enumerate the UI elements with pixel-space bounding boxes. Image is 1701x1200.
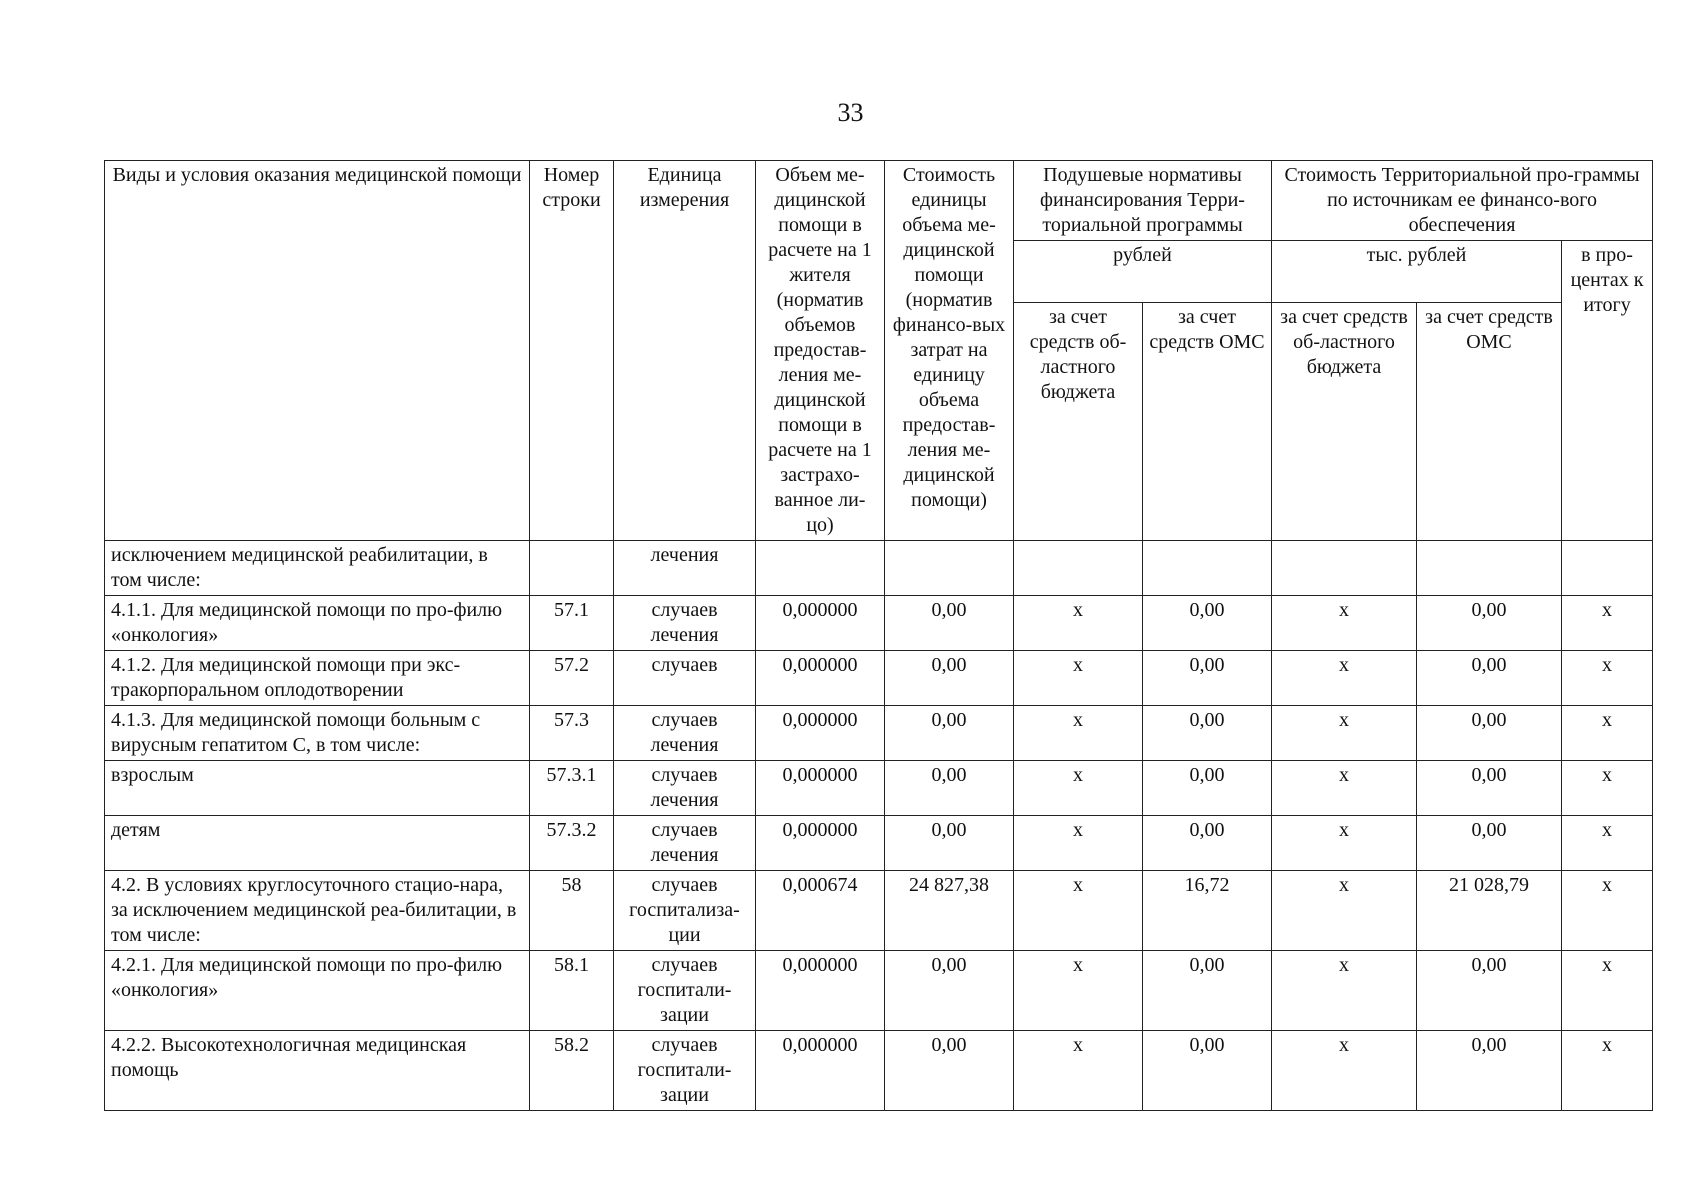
row-per-capita-regional: х	[1014, 1031, 1143, 1111]
row-number: 57.3	[530, 706, 614, 761]
header-program-cost: Стоимость Территориальной про-граммы по источникам ее финансо-вого обеспечения	[1272, 161, 1653, 241]
row-unit: случаев госпитали-зации	[614, 951, 756, 1031]
header-kind: Виды и условия оказания медицинской помощи	[105, 161, 530, 541]
row-total-regional: х	[1272, 871, 1417, 951]
row-number: 58	[530, 871, 614, 951]
row-per-capita-regional: х	[1014, 761, 1143, 816]
header-row-number: Номер строки	[530, 161, 614, 541]
row-cost: 0,00	[885, 706, 1014, 761]
row-total-oms: 0,00	[1417, 816, 1562, 871]
row-unit: случаев	[614, 651, 756, 706]
table-row	[105, 596, 1653, 651]
row-per-capita-oms: 16,72	[1143, 871, 1272, 951]
row-name: взрослым	[105, 761, 530, 816]
row-cost: 0,00	[885, 651, 1014, 706]
row-name: 4.1.1. Для медицинской помощи по про-филю «онкология»	[105, 596, 530, 651]
row-per-capita-regional: х	[1014, 596, 1143, 651]
row-percent: х	[1562, 871, 1653, 951]
row-per-capita-oms: 0,00	[1143, 761, 1272, 816]
row-per-capita-oms: 0,00	[1143, 706, 1272, 761]
row-volume: 0,000000	[756, 1031, 885, 1111]
row-percent: х	[1562, 816, 1653, 871]
table-row	[105, 951, 1653, 1031]
row-cost	[885, 541, 1014, 596]
row-unit: случаев госпитали-зации	[614, 1031, 756, 1111]
row-volume: 0,000000	[756, 761, 885, 816]
row-per-capita-regional: х	[1014, 871, 1143, 951]
header-regional-budget: за счет средств об-ластного бюджета	[1014, 303, 1143, 541]
row-total-regional: х	[1272, 1031, 1417, 1111]
row-name: 4.2.1. Для медицинской помощи по про-филю «онкология»	[105, 951, 530, 1031]
row-total-oms: 0,00	[1417, 706, 1562, 761]
row-name: 4.2. В условиях круглосуточного стацио-нара, за исключением медицинской реа-билитации, в том числе:	[105, 871, 530, 951]
header-cost: Стоимость единицы объема ме-дицинской помощи (норматив финансо-вых затрат на единицу объема предостав-ления ме-дицинской помощи)	[885, 161, 1014, 541]
row-per-capita-oms	[1143, 541, 1272, 596]
row-volume	[756, 541, 885, 596]
row-cost: 24 827,38	[885, 871, 1014, 951]
row-per-capita-regional: х	[1014, 651, 1143, 706]
row-number: 57.3.1	[530, 761, 614, 816]
row-cost: 0,00	[885, 816, 1014, 871]
page-number: 33	[837, 98, 864, 127]
header-thous-rub: тыс. рублей	[1272, 241, 1562, 303]
row-name: 4.2.2. Высокотехнологичная медицинская помощь	[105, 1031, 530, 1111]
row-total-regional: х	[1272, 651, 1417, 706]
row-unit: случаев лечения	[614, 706, 756, 761]
table-row	[105, 1031, 1653, 1111]
row-percent: х	[1562, 951, 1653, 1031]
table-row	[105, 541, 1653, 596]
row-number: 58.1	[530, 951, 614, 1031]
row-cost: 0,00	[885, 1031, 1014, 1111]
row-volume: 0,000000	[756, 651, 885, 706]
row-total-oms: 0,00	[1417, 651, 1562, 706]
table-row	[105, 816, 1653, 871]
row-total-regional: х	[1272, 816, 1417, 871]
row-volume: 0,000000	[756, 816, 885, 871]
row-total-regional: х	[1272, 951, 1417, 1031]
row-per-capita-regional: х	[1014, 706, 1143, 761]
row-cost: 0,00	[885, 951, 1014, 1031]
row-number	[530, 541, 614, 596]
header-rub: рублей	[1014, 241, 1272, 303]
row-per-capita-oms: 0,00	[1143, 651, 1272, 706]
row-number: 57.2	[530, 651, 614, 706]
row-percent: х	[1562, 1031, 1653, 1111]
row-unit: лечения	[614, 541, 756, 596]
table-row	[105, 761, 1653, 816]
row-total-regional	[1272, 541, 1417, 596]
row-volume: 0,000000	[756, 706, 885, 761]
row-unit: случаев госпитализа-ции	[614, 871, 756, 951]
row-total-oms: 0,00	[1417, 1031, 1562, 1111]
header-row-1	[105, 161, 1653, 241]
row-per-capita-oms: 0,00	[1143, 1031, 1272, 1111]
row-number: 57.3.2	[530, 816, 614, 871]
row-per-capita-regional: х	[1014, 951, 1143, 1031]
row-cost: 0,00	[885, 761, 1014, 816]
row-total-regional: х	[1272, 596, 1417, 651]
header-per-capita: Подушевые нормативы финансирования Терри-ториальной программы	[1014, 161, 1272, 241]
row-volume: 0,000000	[756, 951, 885, 1031]
row-name: 4.1.3. Для медицинской помощи больным с вирусным гепатитом С, в том числе:	[105, 706, 530, 761]
row-name: 4.1.2. Для медицинской помощи при экс-тракорпоральном оплодотворении	[105, 651, 530, 706]
row-volume: 0,000000	[756, 596, 885, 651]
header-oms: за счет средств ОМС	[1143, 303, 1272, 541]
row-percent: х	[1562, 706, 1653, 761]
row-percent	[1562, 541, 1653, 596]
row-unit: случаев лечения	[614, 761, 756, 816]
row-volume: 0,000674	[756, 871, 885, 951]
row-name: детям	[105, 816, 530, 871]
row-percent: х	[1562, 651, 1653, 706]
header-pct: в про-центах к итогу	[1562, 241, 1653, 541]
row-total-oms: 0,00	[1417, 951, 1562, 1031]
table-row	[105, 706, 1653, 761]
row-name: исключением медицинской реабилитации, в том числе:	[105, 541, 530, 596]
row-total-regional: х	[1272, 761, 1417, 816]
header-unit: Единица измерения	[614, 161, 756, 541]
header-volume: Объем ме-дицинской помощи в расчете на 1 жителя (норматив объемов предостав-ления ме-дицинской помощи в расчете на 1 застрахо-ванное ли-цо)	[756, 161, 885, 541]
table-row	[105, 871, 1653, 951]
header-oms-2: за счет средств ОМС	[1417, 303, 1562, 541]
row-per-capita-regional: х	[1014, 816, 1143, 871]
row-unit: случаев лечения	[614, 816, 756, 871]
row-per-capita-oms: 0,00	[1143, 596, 1272, 651]
row-per-capita-oms: 0,00	[1143, 951, 1272, 1031]
financing-table	[104, 160, 1653, 1111]
row-cost: 0,00	[885, 596, 1014, 651]
row-percent: х	[1562, 761, 1653, 816]
row-total-oms: 21 028,79	[1417, 871, 1562, 951]
row-unit: случаев лечения	[614, 596, 756, 651]
row-number: 58.2	[530, 1031, 614, 1111]
row-percent: х	[1562, 596, 1653, 651]
row-number: 57.1	[530, 596, 614, 651]
row-total-oms	[1417, 541, 1562, 596]
row-per-capita-regional	[1014, 541, 1143, 596]
row-per-capita-oms: 0,00	[1143, 816, 1272, 871]
table-row	[105, 651, 1653, 706]
row-total-oms: 0,00	[1417, 596, 1562, 651]
header-regional-budget-2: за счет средств об-ластного бюджета	[1272, 303, 1417, 541]
row-total-regional: х	[1272, 706, 1417, 761]
row-total-oms: 0,00	[1417, 761, 1562, 816]
